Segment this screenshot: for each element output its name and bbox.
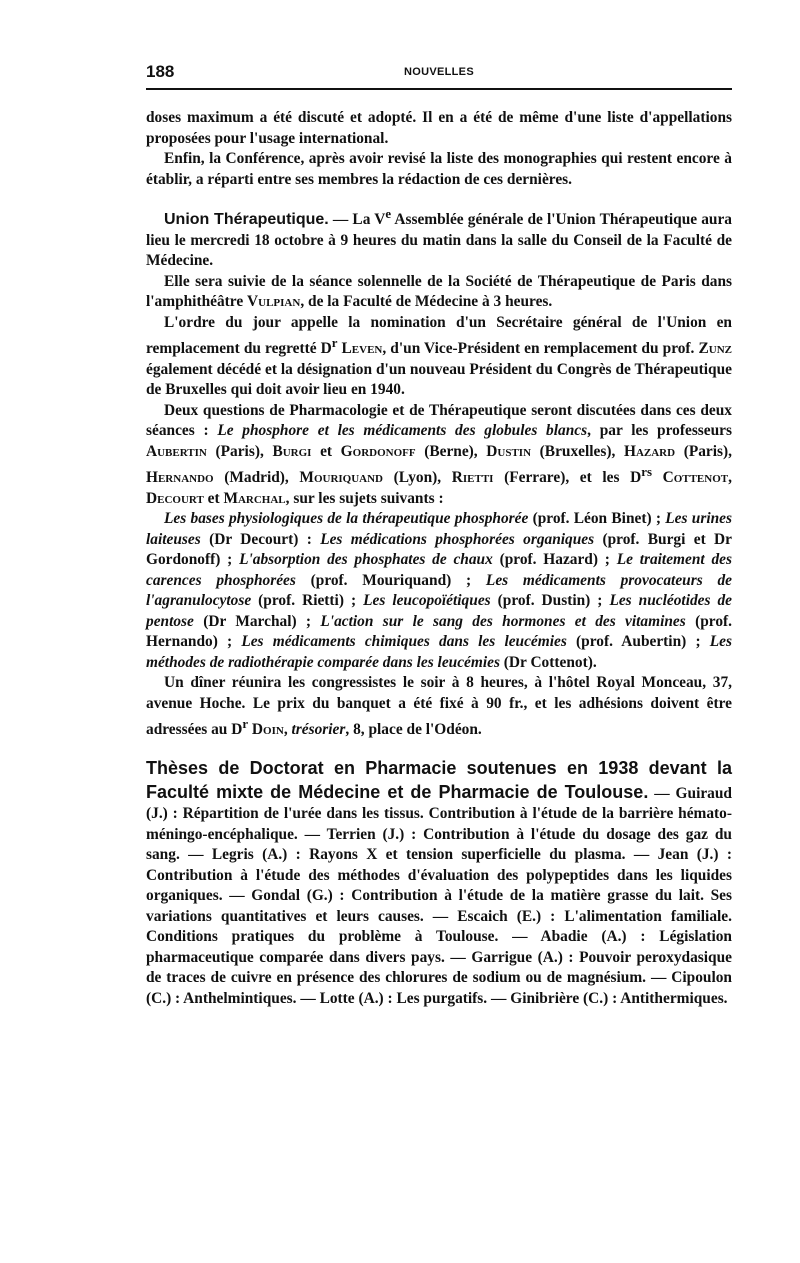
paragraph-sujets: Les bases physiologiques de la thérapeutique phosphorée (prof. Léon Binet) ; Les urines laiteuses (Dr Decourt) : Les médications phosphorées organiques (prof. Burgi et Dr Gordonoff) ; L'absorption des phosphates de chaux (prof. Hazard) ; Le traitement des carences phosphorées (prof. Mouriquand) ; Les médicaments provocateurs de l'agranulocytose (prof. Rietti) ; Les leucopoïétiques (prof. Dustin) ; Les nucléotides de pentose (Dr Marchal) ; L'action sur le sang des hormones et des vitamines (prof. Hernando) ; Les médicaments chimiques dans les leucémies (prof. Aubertin) ; Les méthodes de radiothérapie comparée dans les leucémies (Dr Cottenot). bbox=[146, 510, 733, 671]
paragraph-seance-solennelle: Elle sera suivie de la séance solennelle de la Société de Thérapeutique de Paris dans l'amphithéâtre Vulpian, de la Faculté de Médecine à 3 heures. bbox=[146, 272, 732, 311]
section-heading-theses: Thèses de Doctorat en Pharmacie soutenues en 1938 devant la Faculté mixte de Médecine et de Pharmacie de Toulouse. bbox=[146, 758, 732, 802]
paragraph-theses: Thèses de Doctorat en Pharmacie soutenues en 1938 devant la Faculté mixte de Médecine et de Pharmacie de Toulouse. — Guiraud (J.) : Répartition de l'urée dans les tissus. Contribution à l'étude de la barrière hémato-méningo-encéphalique. — Terrien (J.) : Contribution à l'étude du dosage des gaz du sang. — Legris (A.) : Rayons X et tension superficielle du plasma. — Jean (J.) : Contribution à l'étude des méthodes d'évaluation des polypeptides dans les liquides organiques. — Gondal (G.) : Contribution à l'étude de la matière grasse du lait. Ses variations quantitatives et leurs causes. — Escaich (E.) : L'alimentation familiale. Conditions pratiques du problème à Toulouse. — Abadie (A.) : Législation pharmaceutique comparée dans divers pays. — Garrigue (A.) : Pouvoir peroxydasique de traces de cuivre en présence des chlorures de sodium ou de magnésium. — Cipoulon (C.) : Anthelmintiques. — Lotte (A.) : Les purgatifs. — Ginibrière (C.) : Antithermiques. bbox=[146, 758, 732, 1007]
paragraph-conference: Enfin, la Conférence, après avoir revisé la liste des monographies qui restent encore à établir, a réparti entre ses membres la rédaction de ces dernières. bbox=[146, 150, 732, 188]
page-number: 188 bbox=[146, 62, 175, 81]
paragraph-continuation: doses maximum a été discuté et adopté. Il en a été de même d'une liste d'appellations proposées pour l'usage international. bbox=[146, 109, 732, 147]
paragraph-deux-questions: Deux questions de Pharmacologie et de Thérapeutique seront discutées dans ces deux séances : Le phosphore et les médicaments des globules blancs, par les professeurs Aubertin (Paris), Burgi et Gordonoff (Berne), Dustin (Bruxelles), Hazard (Paris), Hernando (Madrid), Mouriquand (Lyon), Rietti (Ferrare), et les $D^{rs}$ Cottenot, Decourt et Marchal, sur les sujets suivants : bbox=[146, 401, 733, 507]
name-vulpian: Vulpian bbox=[247, 293, 301, 311]
page-body bbox=[146, 108, 732, 1009]
name-zunz: Zunz bbox=[698, 340, 732, 358]
section-heading-union: Union Thérapeutique. bbox=[164, 211, 329, 229]
paragraph-ordre-du-jour: L'ordre du jour appelle la nomination d'un Secrétaire général de l'Union en remplacement du regretté $D^r$ Leven, d'un Vice-Président en remplacement du prof. Zunz également décédé et la désignation d'un nouveau Président du Congrès de Thérapeutique de Bruxelles qui doit avoir lieu en 1940. bbox=[146, 313, 732, 399]
paragraph-union-therapeutique: Union Thérapeutique. — La Ve Assemblée générale de l'Union Thérapeutique aura lieu le mercredi 18 octobre à 9 heures du matin dans la salle du Conseil de la Faculté de Médecine. bbox=[146, 207, 733, 270]
page-header bbox=[146, 60, 732, 90]
paragraph-diner: Un dîner réunira les congressistes le soir à 8 heures, à l'hôtel Royal Monceau, 37, avenue Hoche. Le prix du banquet a été fixé à 90 fr., et les adhésions doivent être adressées au $D^r$ Doin, trésorier, 8, place de l'Odéon. bbox=[146, 674, 732, 739]
running-head: NOUVELLES bbox=[404, 66, 474, 78]
name-leven: Leven bbox=[341, 340, 383, 358]
